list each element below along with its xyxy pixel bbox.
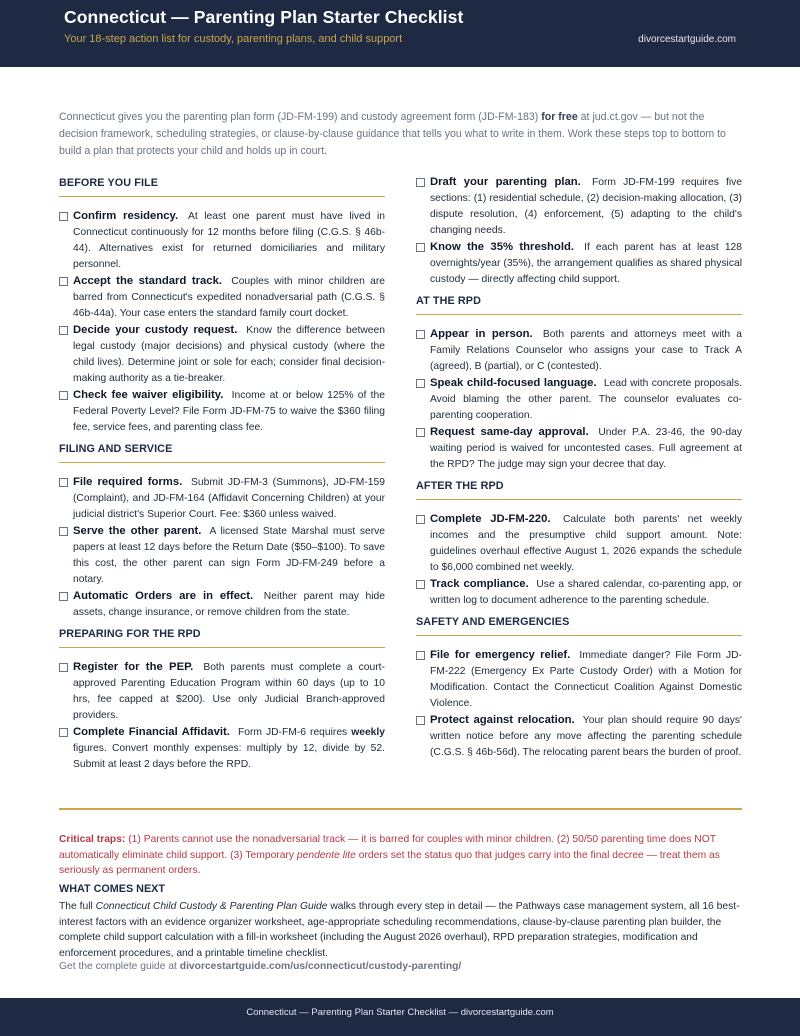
- traps-text: (1) Parents cannot use the nonadversarial track — it is barred for couples with minor children. (2) 50/50 parenting time does NOT automatically eliminate child support. (3) Temporary: [59, 834, 716, 861]
- page-footer: [0, 998, 800, 1036]
- item-lead: Know the 35% threshold.: [430, 241, 575, 253]
- checkbox[interactable]: [59, 391, 68, 400]
- checkbox[interactable]: [59, 277, 68, 286]
- next-text-continued: walks through every step in detail — the Pathways case management system, all 16 best-interest factors with an evidence organizer worksheet, age-appropriate scheduling recommendations, clause-by-clause parenting plan builder, the complete child support calculation with a fill-in worksheet (including the August 2026 overhaul), RPD preparation strategies, modification and enforcement procedures, and a printable timeline checklist.: [59, 901, 740, 959]
- checklist-item-file-forms: [59, 474, 385, 523]
- right-column: [416, 174, 742, 761]
- item-text: Neither parent may hide assets, change insurance, or remove children from the state.: [73, 591, 385, 618]
- checkbox[interactable]: [416, 515, 425, 524]
- checklist-item-automatic-orders: [59, 588, 385, 621]
- item-text: Income at or below 125% of the Federal Poverty Level? File Form JD-FM-75 to waive the $360 filing fee, service fees, and parenting class fee.: [73, 390, 385, 433]
- checklist-item-35-threshold: [416, 239, 742, 288]
- what-comes-next-body: [59, 899, 742, 961]
- checkbox[interactable]: [416, 580, 425, 589]
- checkbox[interactable]: [416, 330, 425, 339]
- item-lead: Request same-day approval.: [430, 426, 589, 438]
- section-heading-at-the-rpd: AT THE RPD: [416, 292, 742, 315]
- item-text: A licensed State Marshal must serve papers at least 12 days before the Return Date ($50–$100). To save this cost, the other parent can sign Form JD-FM-249 before a notary.: [73, 526, 386, 585]
- item-lead: Accept the standard track.: [73, 275, 223, 287]
- item-text: Both parents must complete a court-approved Parenting Education Program within 60 days (up to 10 hrs, fee capped at $200). Use only Judicial Branch-approved providers.: [73, 662, 385, 721]
- checklist-item-emergency-relief: [416, 647, 742, 712]
- checkbox[interactable]: [416, 379, 425, 388]
- item-lead: Serve the other parent.: [73, 525, 202, 537]
- section-divider: [59, 808, 742, 810]
- critical-traps: [59, 832, 742, 879]
- page-subtitle: Your 18-step action list for custody, parenting plans, and child support: [64, 33, 403, 45]
- item-lead: Appear in person.: [430, 328, 533, 340]
- checkbox[interactable]: [59, 663, 68, 672]
- item-text: If each parent has at least 128 overnights/year (35%), the arrangement qualifies as shared physical custody — directly affecting child support.: [430, 242, 742, 285]
- traps-label: Critical traps:: [59, 834, 126, 845]
- intro-text: Connecticut gives you the parenting plan form (JD-FM-199) and custody agreement form (JD-FM-183): [59, 111, 542, 123]
- checkbox[interactable]: [59, 212, 68, 221]
- item-text: Calculate both parents' net weekly incomes and the presumptive child support amount. Note: guidelines overhaul effective August 1, 2026 expands the schedule to $6,000 combined net weekly.: [430, 514, 742, 573]
- checklist-item-fee-waiver: [59, 387, 385, 436]
- checklist-item-relocation: [416, 712, 742, 761]
- checkbox[interactable]: [59, 478, 68, 487]
- next-text: The full: [59, 901, 96, 912]
- item-text: Lead with concrete proposals. Avoid blaming the other parent. The counselor evaluates co-parenting cooperation.: [430, 378, 742, 421]
- item-text: Form JD-FM-6 requires: [237, 727, 352, 738]
- item-lead: Automatic Orders are in effect.: [73, 590, 254, 602]
- item-text: Under P.A. 23-46, the 90-day waiting period is waived for uncontested cases. Full agreement at the RPD? The judge may sign your decree that day.: [430, 427, 742, 470]
- item-lead: File for emergency relief.: [430, 649, 571, 661]
- page-header: [0, 0, 800, 67]
- item-lead: File required forms.: [73, 476, 183, 488]
- checkbox[interactable]: [416, 716, 425, 725]
- item-text-continued: figures. Convert monthly expenses: multiply by 12, divide by 52. Submit at least 2 days before the RPD.: [73, 743, 385, 770]
- item-text: Form JD-FM-199 requires five sections: (1) residential schedule, (2) decision-making allocation, (3) dispute resolution, (4) enforcement, (5) adapting to the child's changing needs.: [430, 177, 742, 236]
- header-site-link[interactable]: divorcestartguide.com: [638, 34, 736, 45]
- item-lead: Complete JD-FM-220.: [430, 513, 551, 525]
- what-comes-next-heading: WHAT COMES NEXT: [59, 883, 165, 895]
- checkbox[interactable]: [416, 428, 425, 437]
- guide-link[interactable]: divorcestartguide.com/us/connecticut/custody-parenting/: [179, 961, 462, 972]
- checklist-item-track-compliance: [416, 576, 742, 609]
- item-lead: Draft your parenting plan.: [430, 176, 581, 188]
- checklist-item-confirm-residency: [59, 208, 385, 273]
- checklist-item-serve-parent: [59, 523, 385, 588]
- item-lead: Check fee waiver eligibility.: [73, 389, 224, 401]
- checkbox[interactable]: [59, 326, 68, 335]
- item-emphasis: weekly: [351, 727, 385, 738]
- checklist-item-register-pep: [59, 659, 385, 724]
- guide-link-prefix: Get the complete guide at: [59, 961, 180, 972]
- item-text: Submit JD-FM-3 (Summons), JD-FM-159 (Complaint), and JD-FM-164 (Affidavit Concerning Children) at your judicial district's Superior Court. Fee: $360 unless waived.: [73, 477, 385, 520]
- checkbox[interactable]: [416, 243, 425, 252]
- section-heading-filing-and-service: FILING AND SERVICE: [59, 440, 385, 463]
- item-text: Your plan should require 90 days' written notice before any move affecting the parenting schedule (C.G.S. § 46b-56d). The relocating parent bears the burden of proof.: [430, 715, 742, 758]
- item-text: Couples with minor children are barred from Connecticut's expedited nonadversarial path (C.G.S. § 46b-44a). Your case enters the standard family court docket.: [73, 276, 385, 319]
- checkbox[interactable]: [416, 651, 425, 660]
- checklist-item-decide-custody: [59, 322, 385, 387]
- item-text: Immediate danger? File Form JD-FM-222 (Emergency Ex Parte Custody Order) with a Motion for Modification. Contact the Connecticut Coalition Against Domestic Violence.: [430, 650, 742, 709]
- intro-paragraph: [59, 109, 742, 160]
- checklist-item-accept-standard-track: [59, 273, 385, 322]
- page-title: Connecticut — Parenting Plan Starter Checklist: [64, 7, 464, 27]
- item-text: Both parents and attorneys meet with a Family Relations Counselor who assigns your case to Track A (agreed), B (partial), or C (contested).: [430, 329, 742, 372]
- item-lead: Confirm residency.: [73, 210, 179, 222]
- left-column: [59, 174, 385, 773]
- intro-emphasis: for free: [541, 111, 578, 123]
- traps-italic: pendente lite: [296, 849, 356, 861]
- item-lead: Speak child-focused language.: [430, 377, 597, 389]
- checklist-item-draft-plan: [416, 174, 742, 239]
- intro-text-continued: at jud.ct.gov — but not the decision framework, scheduling strategies, or clause-by-clause guidance that tells you what to write in them. Work these steps top to bottom to build a plan that protects your child and holds up in court.: [59, 111, 726, 157]
- checklist-item-same-day-approval: [416, 424, 742, 473]
- item-lead: Decide your custody request.: [73, 324, 238, 336]
- footer-text: Connecticut — Parenting Plan Starter Checklist — divorcestartguide.com: [246, 1007, 554, 1018]
- checklist-item-appear-in-person: [416, 326, 742, 375]
- item-lead: Complete Financial Affidavit.: [73, 726, 230, 738]
- guide-title: Connecticut Child Custody & Parenting Plan Guide: [95, 901, 328, 912]
- checkbox[interactable]: [59, 592, 68, 601]
- section-heading-safety: SAFETY AND EMERGENCIES: [416, 613, 742, 636]
- section-heading-preparing-rpd: PREPARING FOR THE RPD: [59, 625, 385, 648]
- traps-text-continued: orders set the status quo that judges carry into the final decree — treat them as seriously as permanent orders.: [59, 849, 720, 876]
- item-text: Know the difference between legal custody (major decisions) and physical custody (where the child lives). Determine joint or sole for each; consider final decision-making authority as a tie-breaker.: [73, 325, 385, 384]
- checklist-item-financial-affidavit: [59, 724, 385, 773]
- section-heading-before-you-file: BEFORE YOU FILE: [59, 174, 385, 197]
- checklist-item-child-focused-language: [416, 375, 742, 424]
- guide-link-line: [59, 961, 461, 972]
- checkbox[interactable]: [416, 178, 425, 187]
- checkbox[interactable]: [59, 728, 68, 737]
- checkbox[interactable]: [59, 527, 68, 536]
- checklist-item-jd-fm-220: [416, 511, 742, 576]
- item-lead: Register for the PEP.: [73, 661, 194, 673]
- section-heading-after-the-rpd: AFTER THE RPD: [416, 477, 742, 500]
- item-text: At least one parent must have lived in Connecticut continuously for 12 months before filing (C.G.S. § 46b-44). Alternatives exist for returned domiciliaries and military personnel.: [73, 211, 385, 270]
- item-text: Use a shared calendar, co-parenting app, or written log to document adherence to the parenting schedule.: [430, 579, 742, 606]
- item-lead: Protect against relocation.: [430, 714, 575, 726]
- item-lead: Track compliance.: [430, 578, 529, 590]
